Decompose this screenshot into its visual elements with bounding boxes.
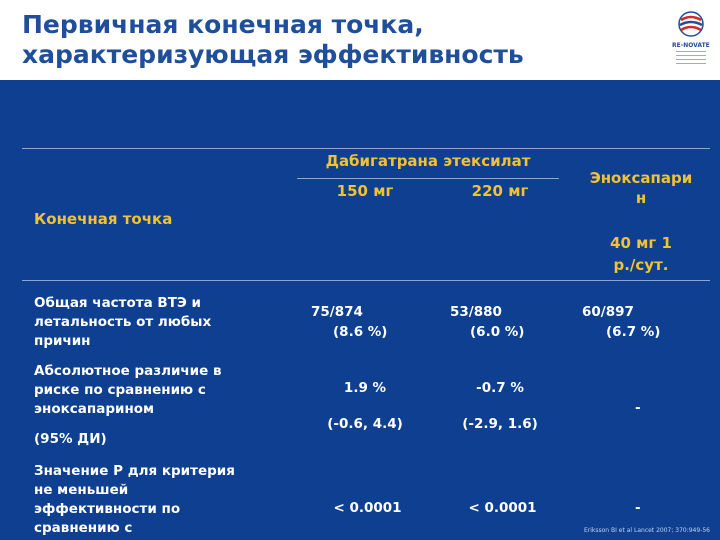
row-1-220-count: 53/880: [450, 304, 502, 320]
row-2-150-diff: 1.9 %: [343, 380, 387, 396]
logo-line: [676, 51, 706, 52]
row-2-220-diff: -0.7 %: [476, 380, 524, 396]
dose-150-header: 150 мг: [336, 182, 394, 200]
enoxaparin-dose-line-1: 40 мг 1: [610, 234, 672, 252]
table-header-rule: [22, 280, 710, 281]
dabigatran-rule: [297, 178, 559, 179]
row-2-ci-label: (95% ДИ): [34, 431, 107, 447]
row-3-enox: -: [635, 500, 641, 516]
enoxaparin-dose-line-2: р./сут.: [613, 256, 669, 274]
row-3-220-p: < 0.0001: [468, 500, 537, 516]
row-1-label-line: летальность от любых: [34, 314, 212, 330]
table-top-rule: [22, 148, 710, 149]
row-1-enox-pct: (6.7 %): [606, 324, 661, 340]
row-2-label-line: риске по сравнению с: [34, 382, 206, 398]
row-3-150-p: < 0.0001: [333, 500, 402, 516]
page-title: [22, 10, 662, 70]
row-1-220-pct: (6.0 %): [470, 324, 525, 340]
row-3-label-line: Значение Р для критерия: [34, 463, 235, 479]
logo: [670, 8, 712, 68]
row-3-label: [34, 462, 235, 538]
row-2-label: [34, 362, 222, 419]
enoxaparin-header-line-1: Эноксапари: [589, 169, 693, 187]
row-2-220-ci: (-2.9, 1.6): [462, 416, 538, 432]
endpoint-header: Конечная точка: [34, 210, 173, 228]
row-2-enox: -: [635, 400, 641, 416]
row-3-label-line: сравнению с: [34, 520, 133, 536]
enoxaparin-header: [572, 168, 710, 208]
row-3-label-line: не меньшей: [34, 482, 129, 498]
row-2-label-line: Абсолютное различие в: [34, 363, 222, 379]
row-1-label-line: Общая частота ВТЭ и: [34, 295, 201, 311]
globe-logo-icon: [677, 10, 705, 38]
citation: Eriksson BI et al Lancet 2007; 370:949-56: [583, 527, 710, 534]
enoxaparin-header-line-2: н: [635, 189, 647, 207]
row-1-enox-count: 60/897: [582, 304, 634, 320]
enoxaparin-dose: [572, 232, 710, 276]
title-line-2: характеризующая эффективность: [22, 40, 524, 69]
dose-220-header: 220 мг: [471, 182, 529, 200]
header: [0, 0, 720, 80]
title-line-1: Первичная конечная точка,: [22, 10, 424, 39]
row-1-label-line: причин: [34, 333, 91, 349]
logo-line: [676, 63, 706, 64]
logo-line: [676, 55, 706, 56]
logo-text: RE-NOVATE: [672, 42, 710, 49]
content-band: [0, 80, 720, 540]
logo-line: [676, 59, 706, 60]
dabigatran-header: Дабигатрана этексилат: [325, 152, 531, 170]
row-2-label-line: эноксапарином: [34, 401, 155, 417]
row-1-label: [34, 294, 211, 351]
row-3-label-line: эффективности по: [34, 501, 181, 517]
row-2-150-ci: (-0.6, 4.4): [327, 416, 403, 432]
row-1-150-pct: (8.6 %): [333, 324, 388, 340]
row-1-150-count: 75/874: [311, 304, 363, 320]
